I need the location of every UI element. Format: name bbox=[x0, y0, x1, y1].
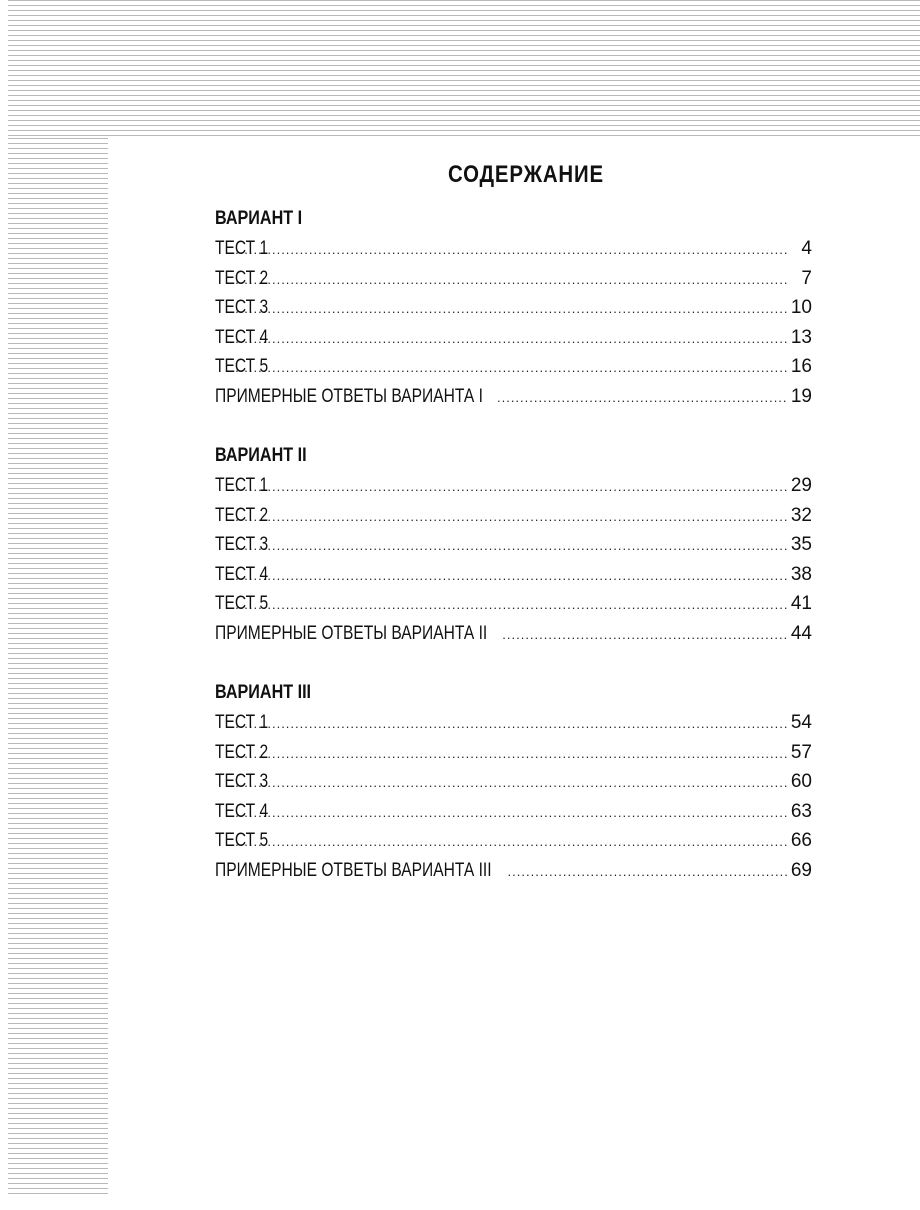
toc-entry[interactable] bbox=[215, 264, 812, 294]
toc-entry-label: ПРИМЕРНЫЕ ОТВЕТЫ ВАРИАНТА III bbox=[215, 859, 492, 881]
dot-leader bbox=[235, 235, 787, 265]
toc-entry-label: ТЕСТ 1 bbox=[215, 475, 269, 496]
toc-entry-page: 10 bbox=[790, 297, 812, 318]
toc-section-variant-3 bbox=[215, 678, 812, 885]
toc-entry-label: ТЕСТ 3 bbox=[215, 297, 269, 318]
dot-leader bbox=[497, 383, 787, 413]
toc-entry-label: ПРИМЕРНЫЕ ОТВЕТЫ ВАРИАНТА II bbox=[215, 622, 488, 644]
dot-leader bbox=[235, 265, 787, 295]
toc-entry[interactable] bbox=[215, 738, 812, 768]
toc-entry-page: 60 bbox=[790, 771, 812, 792]
toc-entry-label: ПРИМЕРНЫЕ ОТВЕТЫ ВАРИАНТА I bbox=[215, 385, 483, 407]
toc-entry-label: ТЕСТ 4 bbox=[215, 563, 269, 585]
toc-entry-page: 19 bbox=[790, 385, 812, 407]
table-of-contents bbox=[215, 160, 812, 915]
toc-entry-label: ТЕСТ 5 bbox=[215, 830, 269, 851]
toc-entry-page: 7 bbox=[801, 267, 812, 289]
toc-section-variant-2 bbox=[215, 441, 812, 648]
toc-entry-page: 29 bbox=[790, 475, 812, 496]
toc-entry-label: ТЕСТ 2 bbox=[215, 267, 269, 289]
toc-entry-page: 4 bbox=[801, 238, 812, 259]
toc-entry-page: 44 bbox=[790, 622, 812, 644]
dot-leader bbox=[235, 590, 787, 620]
toc-entry[interactable] bbox=[215, 293, 812, 323]
toc-entry[interactable] bbox=[215, 589, 812, 619]
toc-entry-page: 66 bbox=[790, 830, 812, 851]
toc-entry[interactable] bbox=[215, 323, 812, 353]
dot-leader bbox=[235, 353, 787, 383]
decorative-stripes-top bbox=[8, 0, 920, 138]
toc-entry[interactable] bbox=[215, 560, 812, 590]
toc-entry-label: ТЕСТ 5 bbox=[215, 593, 269, 614]
toc-entry[interactable] bbox=[215, 530, 812, 560]
dot-leader bbox=[502, 620, 787, 650]
toc-entry-label: ТЕСТ 4 bbox=[215, 326, 269, 348]
toc-entry-label: ТЕСТ 5 bbox=[215, 356, 269, 377]
toc-section-variant-1 bbox=[215, 204, 812, 411]
section-heading: ВАРИАНТ II bbox=[215, 445, 307, 466]
dot-leader bbox=[235, 531, 787, 561]
toc-title: СОДЕРЖАНИЕ bbox=[448, 161, 604, 188]
dot-leader bbox=[235, 324, 787, 354]
dot-leader bbox=[235, 502, 787, 532]
dot-leader bbox=[235, 561, 787, 591]
dot-leader bbox=[235, 827, 787, 857]
toc-entry-page: 69 bbox=[790, 859, 812, 881]
toc-entry-page: 57 bbox=[790, 741, 812, 763]
dot-leader bbox=[508, 857, 787, 887]
toc-entry-page: 41 bbox=[790, 593, 812, 614]
toc-entry-page: 54 bbox=[790, 712, 812, 733]
toc-entry-label: ТЕСТ 2 bbox=[215, 741, 269, 763]
section-heading: ВАРИАНТ I bbox=[215, 208, 303, 229]
dot-leader bbox=[235, 472, 787, 502]
toc-entry[interactable] bbox=[215, 234, 812, 264]
dot-leader bbox=[235, 709, 787, 739]
toc-entry-page: 38 bbox=[790, 563, 812, 585]
toc-entry-page: 35 bbox=[790, 534, 812, 555]
toc-entry-label: ТЕСТ 2 bbox=[215, 504, 269, 526]
dot-leader bbox=[235, 768, 787, 798]
dot-leader bbox=[235, 798, 787, 828]
dot-leader bbox=[235, 739, 787, 769]
toc-entry-label: ТЕСТ 1 bbox=[215, 712, 269, 733]
toc-entry[interactable] bbox=[215, 826, 812, 856]
toc-entry-page: 32 bbox=[790, 504, 812, 526]
toc-entry-label: ТЕСТ 4 bbox=[215, 800, 269, 822]
toc-entry[interactable] bbox=[215, 501, 812, 531]
toc-entry-label: ТЕСТ 3 bbox=[215, 771, 269, 792]
toc-entry[interactable] bbox=[215, 382, 812, 412]
toc-entry-page: 13 bbox=[790, 326, 812, 348]
decorative-stripes-left bbox=[8, 138, 108, 1198]
toc-entry[interactable] bbox=[215, 619, 812, 649]
toc-entry-label: ТЕСТ 1 bbox=[215, 238, 269, 259]
toc-entry-page: 63 bbox=[790, 800, 812, 822]
toc-entry[interactable] bbox=[215, 471, 812, 501]
toc-entry[interactable] bbox=[215, 767, 812, 797]
toc-entry[interactable] bbox=[215, 352, 812, 382]
toc-entry-label: ТЕСТ 3 bbox=[215, 534, 269, 555]
toc-entry[interactable] bbox=[215, 708, 812, 738]
dot-leader bbox=[235, 294, 787, 324]
toc-entry[interactable] bbox=[215, 797, 812, 827]
toc-entry[interactable] bbox=[215, 856, 812, 886]
section-heading: ВАРИАНТ III bbox=[215, 682, 312, 703]
toc-entry-page: 16 bbox=[790, 356, 812, 377]
